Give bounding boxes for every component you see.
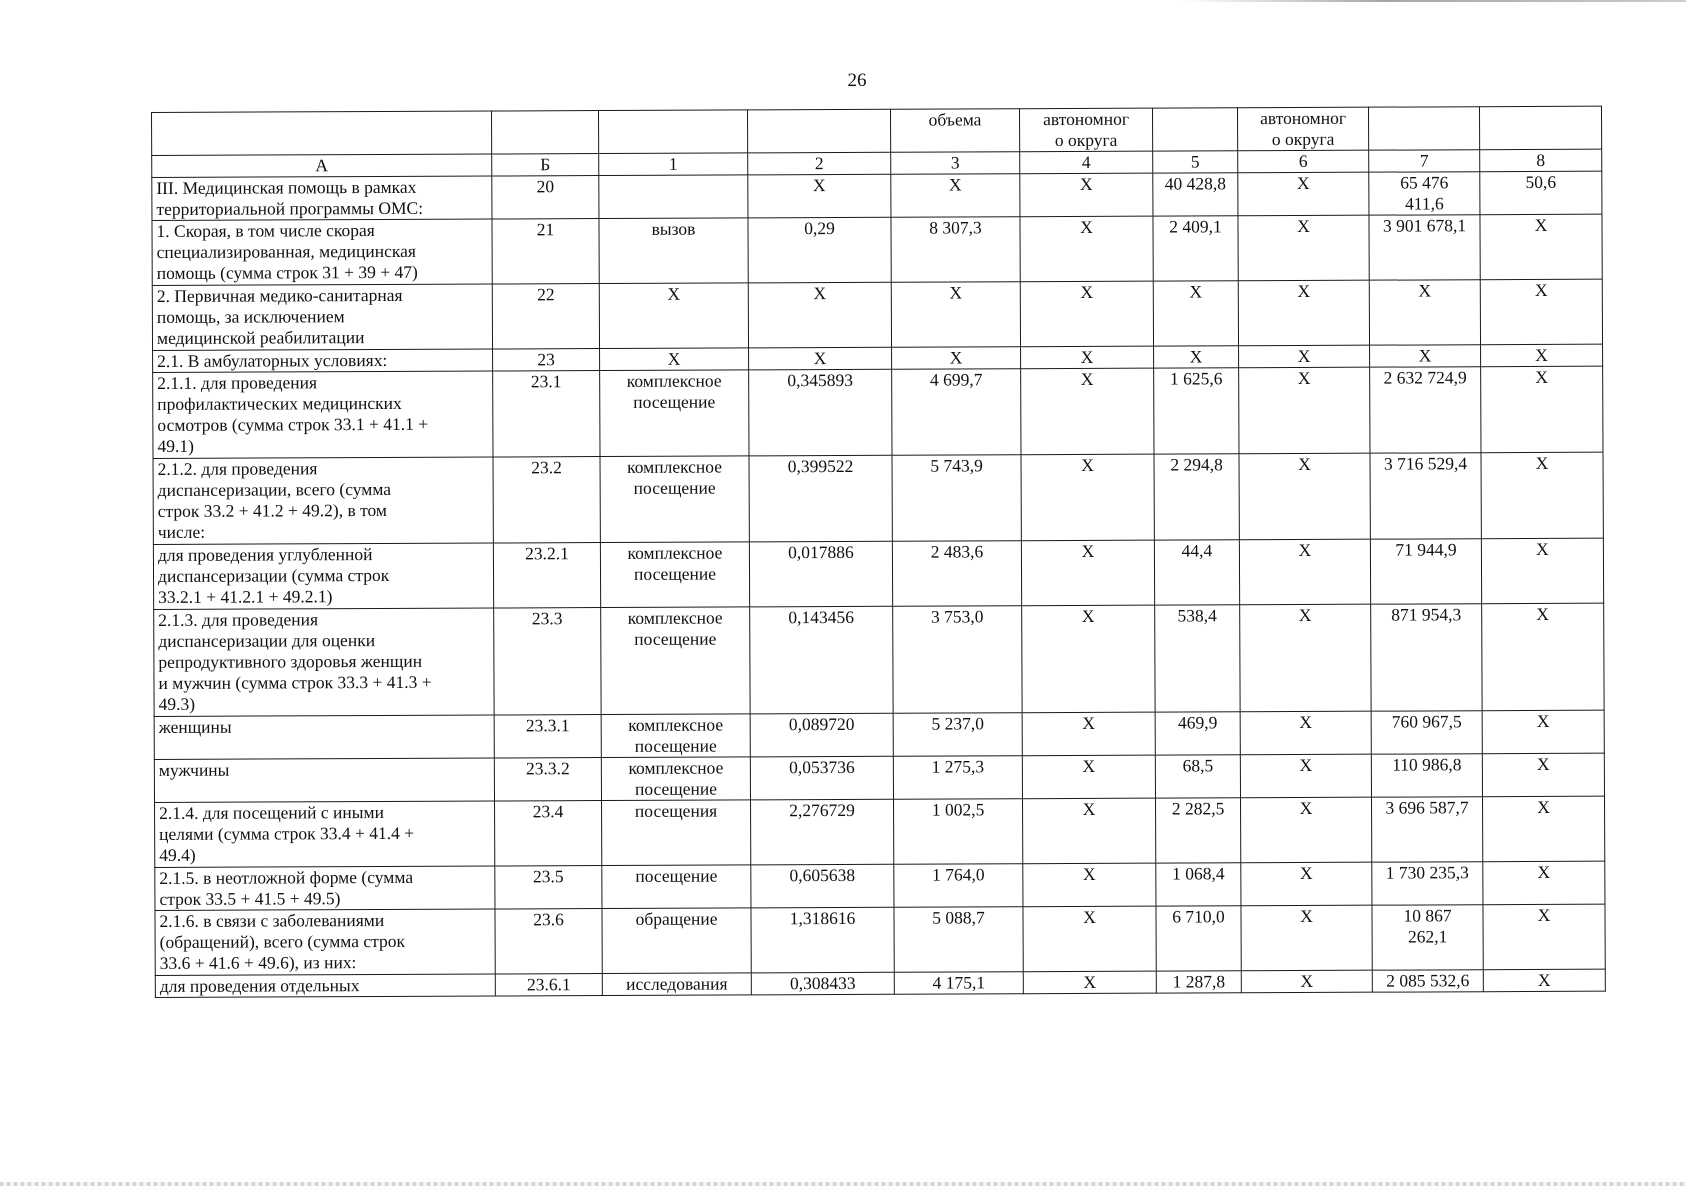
table-cell: Х — [1481, 344, 1603, 367]
table-cell: Х — [892, 347, 1021, 370]
table-row — [153, 452, 1603, 544]
table-cell: 0,143456 — [750, 606, 893, 714]
table-cell: 0,053736 — [750, 756, 893, 800]
table-cell: 6 710,0 — [1156, 906, 1241, 971]
cell-line: 49.3) — [158, 693, 196, 714]
table-cell: Х — [1238, 280, 1369, 346]
table-cell: посещения — [602, 800, 751, 866]
cell-line: помощь, за исключением — [156, 306, 345, 327]
table-cell: 23.3.1 — [494, 715, 601, 758]
table-cell: 23.4 — [495, 801, 602, 866]
column-number-cell: 3 — [891, 152, 1020, 175]
table-cell: Х — [1483, 861, 1605, 905]
table-cell: Х — [891, 282, 1020, 348]
cell-line: для проведения углубленной — [157, 544, 373, 565]
table-cell: Х — [1023, 798, 1156, 864]
cell-line: 2.1.6. в связи с заболеваниями — [159, 909, 385, 931]
column-number-cell: 7 — [1369, 150, 1480, 172]
cell-line: строк 33.5 + 41.5 + 49.5) — [159, 888, 341, 909]
table-cell: вызов — [599, 218, 748, 284]
table-cell: 23.2.1 — [493, 543, 600, 608]
table-cell: 2 632 724,9 — [1370, 367, 1481, 453]
cell-line: III. Медицинская помощь в рамках — [156, 176, 417, 198]
cell-line: 2.1.2. для проведения — [157, 458, 318, 479]
cell-line: 1. Скорая, в том числе скорая — [156, 220, 375, 241]
header-cell — [491, 111, 598, 154]
cell-line: комплексное — [627, 456, 723, 477]
table-cell: 1 002,5 — [894, 799, 1023, 865]
table-cell: 760 967,5 — [1371, 711, 1482, 754]
table-body — [152, 106, 1606, 997]
table-cell: Х — [1239, 453, 1370, 540]
row-label-cell — [152, 219, 492, 285]
cell-line: комплексное — [628, 714, 724, 735]
table-cell: Х — [1021, 368, 1154, 455]
column-number-cell: 2 — [748, 152, 891, 175]
column-number-cell: 5 — [1153, 151, 1238, 173]
cell-line: целями (сумма строк 33.4 + 41.4 + — [159, 822, 415, 844]
table-row — [154, 753, 1604, 802]
column-number-cell: А — [152, 154, 492, 177]
table-row — [154, 603, 1604, 716]
table-cell: 1,318616 — [751, 907, 894, 973]
cell-line: 10 867 — [1403, 905, 1452, 926]
table-cell: 5 237,0 — [893, 713, 1022, 757]
cell-line: 33.6 + 41.6 + 49.6), из них: — [159, 952, 357, 973]
cell-line: посещение — [633, 477, 716, 498]
row-label-cell — [154, 608, 494, 716]
table-cell: Х — [1483, 969, 1605, 992]
row-label-cell — [153, 543, 493, 609]
header-cell — [1479, 106, 1601, 150]
table-cell: Х — [1241, 797, 1372, 863]
table-cell: 538,4 — [1155, 605, 1240, 712]
cell-line: о округа — [1271, 128, 1335, 150]
table-cell: 71 944,9 — [1370, 539, 1481, 604]
cell-line: посещение — [634, 628, 717, 649]
table-cell: Х — [1482, 753, 1604, 797]
table-cell: Х — [1483, 796, 1605, 862]
table-cell: 0,308433 — [751, 972, 894, 995]
table-cell — [601, 607, 750, 715]
column-number-cell: 4 — [1020, 151, 1153, 174]
cell-line: 2.1.4. для посещений с иными — [159, 801, 385, 823]
table-cell: 3 716 529,4 — [1370, 453, 1481, 539]
cell-line: осмотров (сумма строк 33.1 + 41.1 + — [157, 413, 429, 435]
document-sheet — [151, 106, 1605, 998]
table-cell: Х — [1023, 863, 1156, 907]
table-cell: Х — [1022, 605, 1155, 713]
cell-line: о округа — [1054, 129, 1118, 151]
table-cell: 23 — [493, 349, 600, 371]
column-number-cell: 6 — [1238, 150, 1369, 173]
table-cell: Х — [1483, 904, 1605, 970]
table-cell: 110 986,8 — [1371, 754, 1482, 797]
table-row — [152, 214, 1602, 285]
table-cell: Х — [1480, 214, 1602, 280]
cell-line: для проведения отдельных — [159, 975, 360, 996]
cell-line: комплексное — [626, 370, 722, 391]
table-cell: Х — [1021, 346, 1154, 369]
cell-line: 2.1.3. для проведения — [158, 609, 319, 630]
table-cell — [600, 542, 749, 608]
table-cell: 44,4 — [1154, 540, 1239, 605]
table-cell: Х — [748, 282, 891, 348]
table-cell: Х — [1020, 281, 1153, 347]
table-cell: Х — [1022, 712, 1155, 756]
header-cell — [598, 110, 747, 154]
table-cell: Х — [1240, 754, 1371, 798]
table-cell: 3 901 678,1 — [1369, 215, 1480, 280]
table-cell: Х — [1241, 905, 1372, 971]
cell-line: мужчины — [158, 759, 230, 780]
cell-line: автономног — [1043, 108, 1130, 130]
cell-line: диспансеризации (сумма строк — [157, 564, 390, 586]
row-label-cell — [155, 801, 495, 867]
row-label-cell — [155, 909, 495, 975]
table-cell: посещение — [602, 865, 751, 909]
header-cell — [152, 111, 492, 155]
header-cell — [747, 109, 890, 153]
table-row — [155, 904, 1605, 975]
table-cell: 0,399522 — [749, 455, 892, 542]
row-label-cell — [155, 866, 495, 910]
row-label-cell — [152, 176, 492, 220]
table-cell: Х — [599, 283, 748, 349]
cell-line: посещение — [634, 778, 718, 799]
table-cell — [1372, 905, 1483, 970]
table-cell: Х — [1020, 173, 1153, 217]
table-cell: обращение — [602, 908, 751, 974]
table-cell: 2 282,5 — [1156, 798, 1241, 863]
scan-edge-top — [1180, 0, 1686, 2]
table-cell: 68,5 — [1155, 755, 1240, 798]
table-cell: Х — [891, 174, 1020, 218]
row-label-cell — [153, 457, 493, 544]
table-cell: 1 275,3 — [893, 756, 1022, 800]
page-number: 26 — [847, 70, 867, 91]
table-cell: Х — [749, 347, 892, 370]
column-number-cell: Б — [492, 154, 599, 176]
table-cell: Х — [1239, 539, 1370, 605]
cell-line: строк 33.2 + 41.2 + 49.2), в том — [157, 499, 388, 521]
row-label-cell — [153, 371, 493, 458]
cell-line: 49.4) — [159, 844, 196, 865]
table-cell: Х — [1238, 215, 1369, 281]
table-cell: Х — [1238, 172, 1369, 216]
table-cell: 2,276729 — [751, 799, 894, 865]
cell-line: и мужчин (сумма строк 33.3 + 41.3 + — [158, 671, 432, 693]
table-cell: 50,6 — [1480, 171, 1602, 215]
table-row — [155, 796, 1605, 867]
table-cell — [1369, 172, 1480, 215]
table-cell: 2 085 532,6 — [1372, 970, 1483, 992]
header-cell — [1152, 108, 1237, 151]
cell-line: диспансеризации для оценки — [158, 630, 376, 651]
cell-line: посещение — [634, 735, 717, 756]
table-cell: 23.6 — [495, 909, 602, 974]
table-cell: 23.5 — [495, 866, 602, 909]
table-cell: 21 — [492, 219, 599, 284]
table-cell: 0,017886 — [749, 541, 892, 607]
cell-line: 262,1 — [1407, 926, 1448, 947]
table-cell: 4 175,1 — [894, 972, 1023, 995]
column-number-cell: 8 — [1480, 149, 1602, 172]
row-label-cell — [154, 715, 494, 759]
table-cell: 23.3.2 — [494, 758, 601, 801]
table-cell: Х — [1021, 540, 1154, 606]
table-row — [153, 538, 1603, 609]
cell-line: специализированная, медицинская — [156, 240, 416, 262]
cell-line: 49.1) — [157, 435, 194, 456]
table-cell: 20 — [492, 176, 599, 219]
table-cell: 1 287,8 — [1156, 971, 1241, 993]
row-label-cell — [153, 349, 493, 372]
cell-line: комплексное — [627, 607, 723, 628]
row-label-cell — [154, 758, 494, 802]
table-cell: Х — [1239, 367, 1370, 454]
table-cell: 23.1 — [493, 371, 600, 457]
column-number-cell: 1 — [599, 153, 748, 176]
table-cell: Х — [1023, 971, 1156, 994]
cell-line: комплексное — [627, 542, 723, 563]
table-cell: Х — [1023, 906, 1156, 972]
cell-line: профилактических медицинских — [157, 392, 402, 414]
table-cell: 23.3 — [494, 608, 601, 715]
cell-line: числе: — [157, 521, 206, 542]
cell-line: (обращений), всего (сумма строк — [159, 930, 406, 952]
table-row — [154, 710, 1604, 759]
cell-line: 2.1.1. для проведения — [157, 372, 318, 393]
cell-line: территориальной программы ОМС: — [156, 197, 424, 219]
table-cell: 1 764,0 — [894, 864, 1023, 908]
table-cell: Х — [1240, 604, 1371, 712]
cell-line: посещение — [633, 391, 716, 412]
header-row-top — [152, 106, 1602, 155]
header-cell: объема — [890, 109, 1019, 153]
table-cell: 3 696 587,7 — [1372, 797, 1483, 862]
table-cell: 1 068,4 — [1156, 863, 1241, 906]
cell-line: 65 476 — [1400, 172, 1449, 193]
row-label-cell — [155, 974, 495, 997]
table-cell: 469,9 — [1155, 712, 1240, 755]
header-cell — [1237, 107, 1368, 151]
table-cell — [600, 370, 749, 457]
table-cell: Х — [1240, 711, 1371, 755]
table-cell: 40 428,8 — [1153, 173, 1238, 216]
table-cell: 2 409,1 — [1153, 216, 1238, 281]
table-cell: Х — [1154, 346, 1239, 368]
table-cell: 5 743,9 — [892, 455, 1021, 542]
cell-line: 2. Первичная медико-санитарная — [156, 284, 403, 306]
cell-line: 411,6 — [1404, 193, 1444, 214]
table-cell: Х — [1241, 862, 1372, 906]
table-cell: Х — [1481, 366, 1603, 453]
table-cell: Х — [1480, 279, 1602, 345]
table-cell — [599, 175, 748, 219]
cell-line: автономног — [1260, 107, 1347, 129]
table-cell: 2 294,8 — [1154, 454, 1239, 540]
table-cell: 0,29 — [748, 217, 891, 283]
table-cell: 8 307,3 — [891, 217, 1020, 283]
table-cell: 23.2 — [493, 457, 600, 543]
table-cell — [601, 714, 750, 758]
table-row — [153, 366, 1603, 458]
table-cell — [601, 757, 750, 801]
table-cell: 1 625,6 — [1154, 368, 1239, 454]
table-cell: 0,605638 — [751, 864, 894, 908]
table-cell: 5 088,7 — [894, 907, 1023, 973]
table-cell: Х — [600, 348, 749, 371]
table-cell: 0,089720 — [750, 713, 893, 757]
table-cell: 23.6.1 — [495, 974, 602, 996]
cell-line: 33.2.1 + 41.2.1 + 49.2.1) — [158, 586, 333, 607]
table-row — [155, 861, 1605, 910]
table-cell: Х — [1369, 280, 1480, 345]
table-cell: исследования — [602, 973, 751, 996]
table-row — [152, 279, 1602, 350]
data-table — [151, 106, 1606, 998]
table-cell: Х — [748, 174, 891, 218]
table-cell: Х — [1021, 454, 1154, 541]
table-cell: 22 — [492, 284, 599, 349]
table-cell: Х — [1481, 538, 1603, 604]
cell-line: женщины — [158, 716, 232, 737]
cell-line: 2.1. В амбулаторных условиях: — [157, 349, 388, 371]
table-cell: Х — [1153, 281, 1238, 346]
cell-line: 2.1.5. в неотложной форме (сумма — [159, 866, 414, 888]
table-cell: 1 730 235,3 — [1372, 862, 1483, 905]
table-cell: Х — [1241, 970, 1372, 993]
cell-line: репродуктивного здоровья женщин — [158, 650, 423, 672]
table-cell: Х — [1020, 216, 1153, 282]
table-cell: 871 954,3 — [1371, 604, 1482, 711]
table-cell: Х — [1482, 603, 1604, 711]
table-row — [152, 171, 1602, 220]
cell-line: медицинской реабилитации — [156, 327, 365, 348]
table-cell: Х — [1239, 345, 1370, 368]
cell-line: посещение — [633, 563, 717, 584]
table-cell — [600, 456, 749, 543]
table-cell: Х — [1370, 345, 1481, 367]
cell-line: диспансеризации, всего (сумма — [157, 478, 392, 500]
table-cell: 3 753,0 — [893, 606, 1022, 714]
header-cell — [1019, 108, 1152, 152]
cell-line: комплексное — [628, 757, 724, 778]
table-cell: 0,345893 — [749, 369, 892, 456]
table-cell: 2 483,6 — [892, 541, 1021, 607]
header-cell — [1368, 107, 1479, 150]
row-label-cell — [152, 284, 492, 350]
table-cell: 4 699,7 — [892, 369, 1021, 456]
scan-edge-bottom — [0, 1182, 1686, 1186]
cell-line: помощь (сумма строк 31 + 39 + 47) — [156, 261, 418, 283]
table-cell: Х — [1022, 755, 1155, 799]
table-cell: Х — [1482, 710, 1604, 754]
table-cell: Х — [1481, 452, 1603, 539]
